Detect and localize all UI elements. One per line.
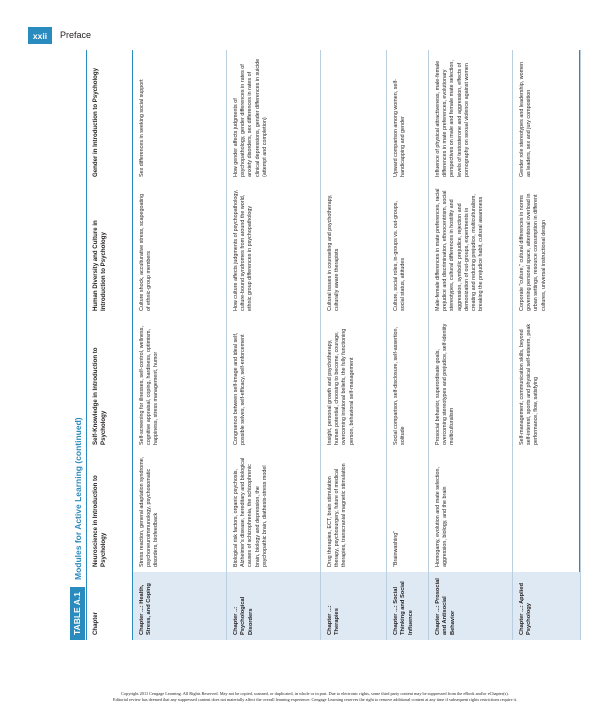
table-title: Modules for Active Learning (continued) — [72, 417, 83, 581]
table-cell: Male-female differences in mate preferences, racial prejudice and discrimination, ethnocentrism, social stereotypes, cultural differences in hostility and aggression, symbolic prejudice, rejection and demonization of out-groups, experiments in creating and reducing prejudice, multiculturalism, breaking the prejudice habit, cultural awareness — [429, 182, 513, 316]
page-number-badge: xxii — [28, 27, 52, 44]
table-cell: Corporate "culture," cultural differences in norms governing personal space, attentional overload in urban settings, resource consumption in different cultures, universal instructional design — [513, 182, 581, 316]
table-cell: Drug therapies, ECT, brain stimulation therapy, psychosurgery, future of medical therapies, transcranial magnetic stimulation — [321, 450, 387, 572]
table-cell: Influence of physical attractiveness, male-female differences in mate preferences, evolutionary perspectives on male and female mate selection, levels of testosterone and aggression, effects of pornography on sexual violence against women — [429, 50, 513, 182]
table-cell: Culture, social roles, in-groups vs. out-groups, social status, attitudes — [387, 182, 429, 316]
row-header-applied-psychology: Chapter ...: Applied Psychology — [513, 572, 581, 640]
row-header-social-thinking: Chapter ...: Social Thinking and Social Influence — [387, 572, 429, 640]
column-header-diversity-culture: Human Diversity and Culture in Introduction to Psychology — [87, 182, 133, 316]
table-cell: How culture affects judgments of psychopathology, culture-bound syndromes from around the world, ethnic group differences in psychopathology — [227, 182, 321, 316]
table-cell: Prosocial behavior, superordinate goals, overcoming stereotypes and prejudice, self-identity multiculturalism — [429, 316, 513, 450]
row-header-psychological-disorders: Chapter ..: Psychological Disorders — [227, 572, 321, 640]
table-cell: "Brainwashing" — [387, 450, 429, 572]
column-header-self-knowledge: Self-Knowledge in Introduction to Psychology — [87, 316, 133, 450]
modules-table — [86, 50, 580, 640]
table-cell: Self-screening for illnesses, self-control, wellness, cognitive appraisal, coping, hardiness, optimism, happiness, stress management, humor — [133, 316, 227, 450]
running-head: Preface — [60, 30, 92, 40]
table-cell — [513, 450, 581, 572]
table-cell: Sex differences in seeking social support — [133, 50, 227, 182]
table-cell: Culture shock, acculturative stress, scapegoating of ethnic-group members — [133, 182, 227, 316]
column-header-neuroscience: Neuroscience in Introduction to Psychology — [87, 450, 133, 572]
copyright-line-2: Editorial review has deemed that any suppressed content does not materially affect the overall learning experience. Cengage Learning reserves the right to remove additional content at any time if subsequent rights restrictions require it. — [112, 696, 518, 702]
table-cell: Stress reaction, general adaptation syndrome, psychoneuroimmunology, psychosomatic disorders, biofeedback — [133, 450, 227, 572]
table-cell: Biological risk factors, organic psychosis, Alzheimer's disease, hereditary and biological causes of schizophrenia, the schizophrenic brain, biology and depression, the psychopathic brain, diathesis-stress model — [227, 450, 321, 572]
column-header-chapter: Chapter — [87, 572, 133, 640]
rotated-table-container — [70, 50, 580, 640]
table-cell: Self-management, communication skills, beyond self-interest, sports and physical self-esteem, peak performance, flow, satisfying — [513, 316, 581, 450]
row-header-therapies: Chapter ...: Therapies — [321, 572, 387, 640]
copyright-footer — [70, 691, 560, 703]
table-caption — [70, 417, 85, 640]
column-header-gender: Gender in Introduction to Psychology — [87, 50, 133, 182]
table-cell: Congruence between self-image and ideal self, possible selves, self-efficacy, self-enforcement — [227, 316, 321, 450]
table-cell: Homogamy, evolution and mate selection, aggression, biology, and the brain — [429, 450, 513, 572]
table-cell: How gender affects judgments of psychopathology, gender differences in rates of anxiety disorders, sex differences in rates of clinical depressions, gender differences in suicide (attempt and completion) — [227, 50, 321, 182]
table-cell: Upward comparison among women, self-handicapping and gender — [387, 50, 429, 182]
table-cell — [321, 50, 387, 182]
table-cell: Insight, personal growth and psychotherapy, human potential, choosing to become, courage, overcoming irrational beliefs, the fully functioning person, behavioral self-management — [321, 316, 387, 450]
table-cell: Social comparison, self-disclosure, self-assertion, solitude — [387, 316, 429, 450]
table-cell: Gender role stereotypes and leadership, women as leaders, sex and jury composition — [513, 50, 581, 182]
table-tag: TABLE A.1 — [70, 587, 85, 640]
row-header-health-stress: Chapter ...: Health, Stress, and Coping — [133, 572, 227, 640]
table-cell: Cultural issues in counseling and psychotherapy, culturally aware therapists — [321, 182, 387, 316]
copyright-line-1: Copyright 2011 Cengage Learning. All Rights Reserved. May not be copied, scanned, or duplicated, in whole or in part. Due to electronic rights, some third party content may be suppressed from the eBook and/or eChapter(s). — [121, 691, 509, 696]
row-header-prosocial-antisocial: Chapter ...: Prosocial and Antisocial Behavior — [429, 572, 513, 640]
